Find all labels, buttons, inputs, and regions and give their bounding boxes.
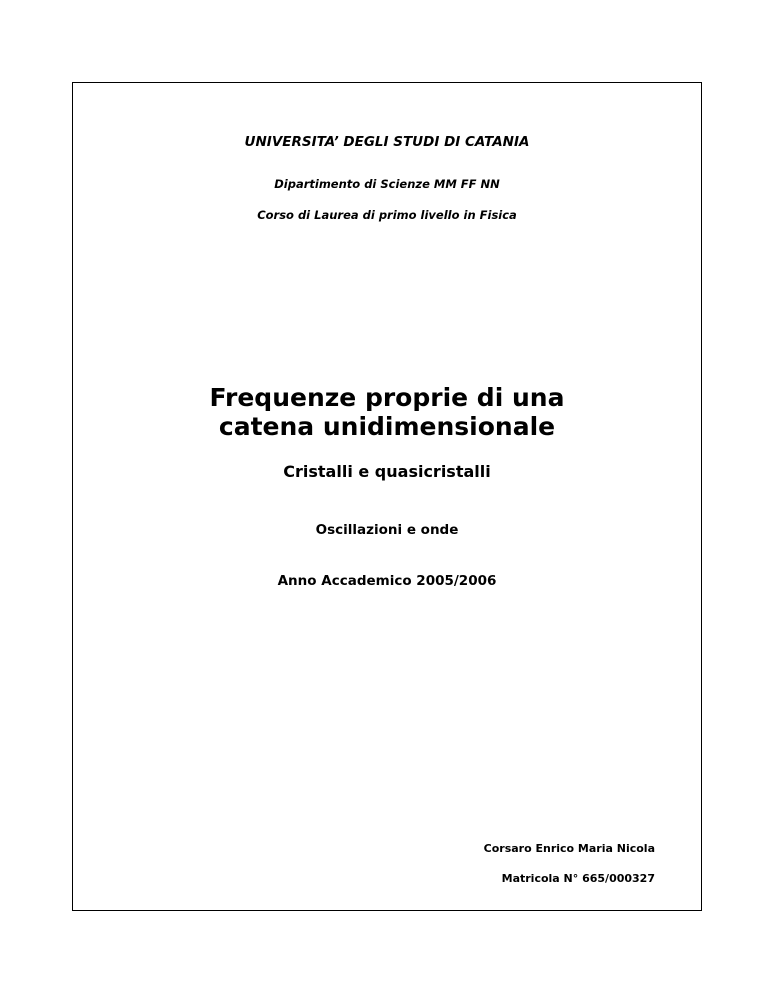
academic-year: Anno Accademico 2005/2006 (277, 573, 497, 589)
department-name: Dipartimento di Scienze MM FF NN (274, 177, 500, 191)
subject-name: Oscillazioni e onde (315, 522, 459, 538)
title-line-1: Frequenze proprie di una (209, 383, 565, 412)
course-name: Corso di Laurea di primo livello in Fisica (257, 208, 517, 222)
university-name: UNIVERSITA’ DEGLI STUDI DI CATANIA (244, 134, 530, 150)
document-title (73, 383, 701, 441)
document-subtitle: Cristalli e quasicristalli (283, 462, 491, 481)
student-id: Matricola N° 665/000327 (501, 872, 655, 885)
author-name: Corsaro Enrico Maria Nicola (483, 842, 655, 855)
title-line-2: catena unidimensionale (218, 412, 556, 441)
cover-frame (72, 82, 702, 911)
